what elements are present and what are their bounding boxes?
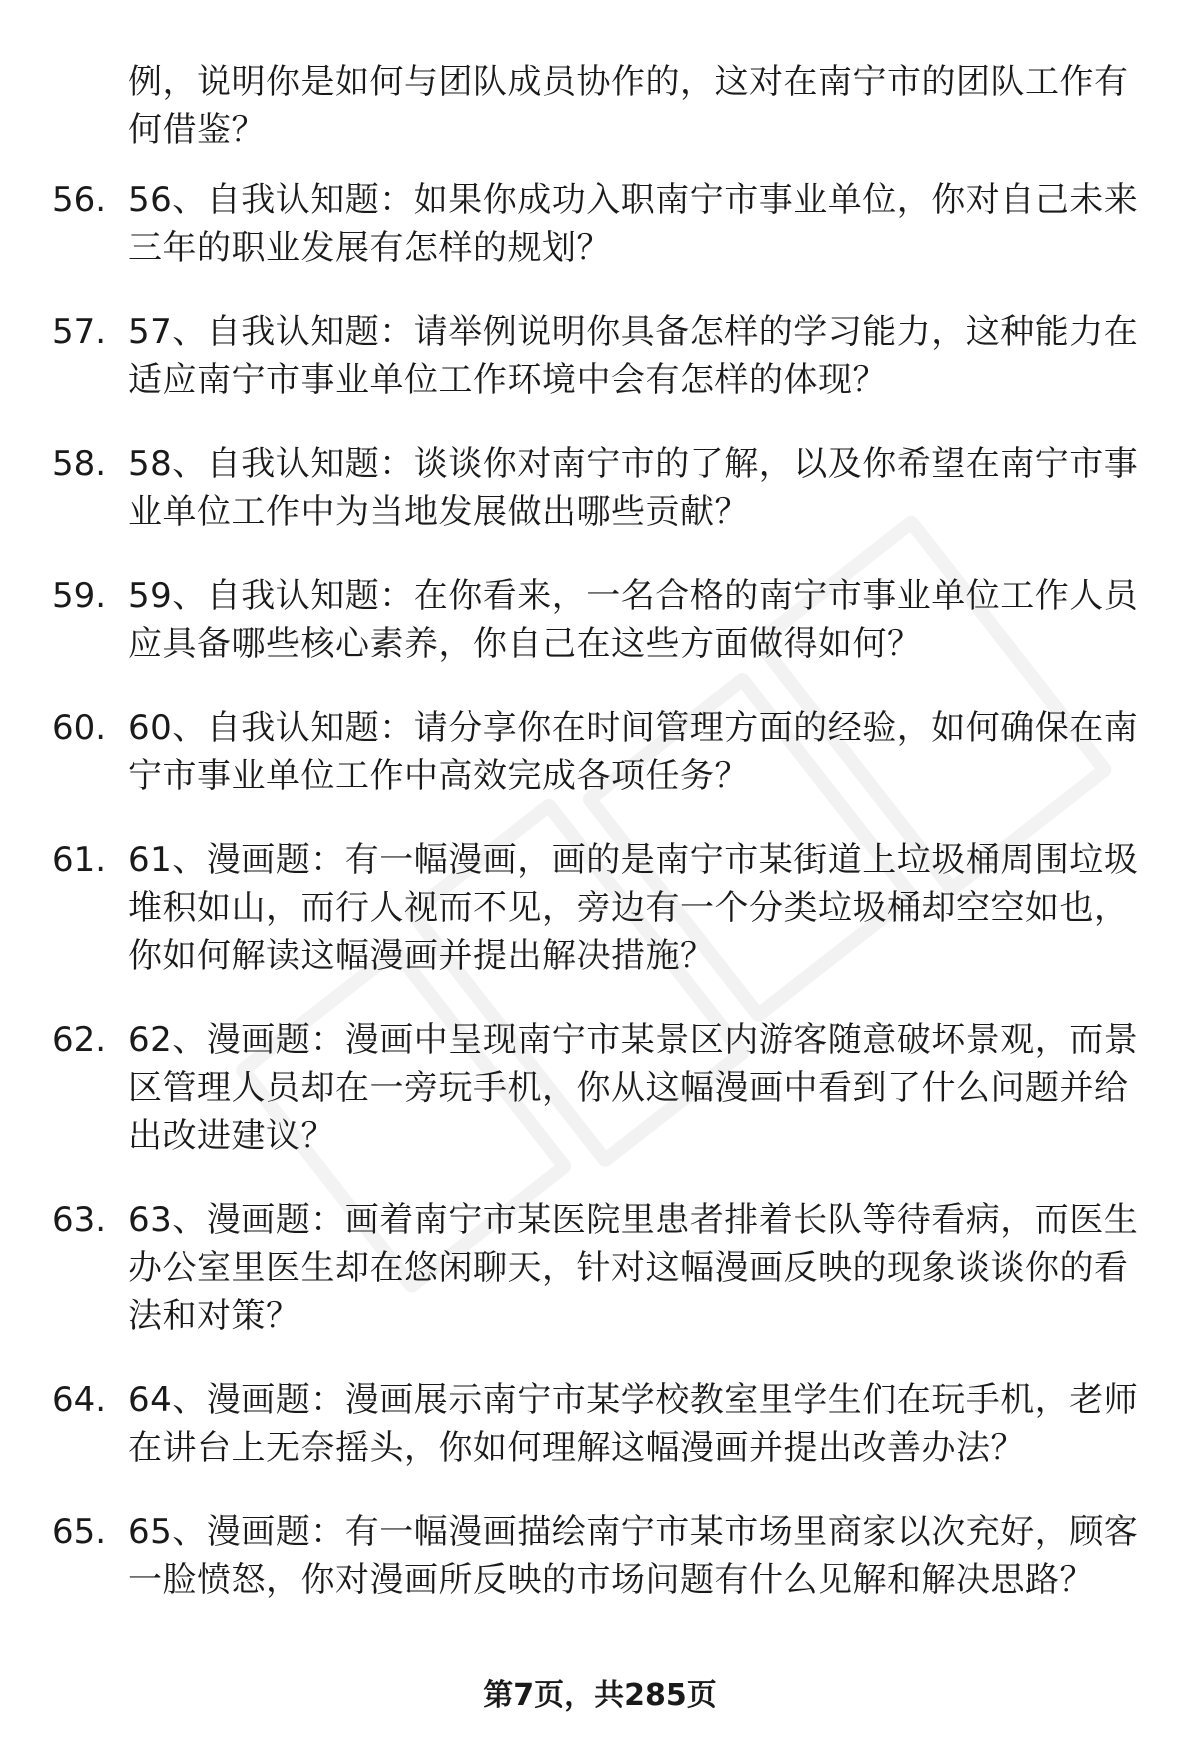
list-item-number: 63.: [52, 1200, 107, 1240]
continuation-text: 例，说明你是如何与团队成员协作的，这对在南宁市的团队工作有何借鉴？: [128, 62, 1129, 150]
list-item: [0, 1016, 1200, 1160]
list-item-text: 61、漫画题：有一幅漫画，画的是南宁市某街道上垃圾桶周围垃圾堆积如山，而行人视而不见，旁边有一个分类垃圾桶却空空如也，你如何解读这幅漫画并提出解决措施？: [128, 840, 1139, 976]
list-item-text: 63、漫画题：画着南宁市某医院里患者排着长队等待看病，而医生办公室里医生却在悠闲聊天，针对这幅漫画反映的现象谈谈你的看法和对策？: [128, 1200, 1139, 1336]
list-item-text: 56、自我认知题：如果你成功入职南宁市事业单位，你对自己未来三年的职业发展有怎样的规划？: [128, 180, 1139, 268]
list-item-number: 64.: [52, 1380, 107, 1420]
list-item-text: 57、自我认知题：请举例说明你具备怎样的学习能力，这种能力在适应南宁市事业单位工作环境中会有怎样的体现？: [128, 312, 1139, 400]
list-item: [0, 176, 1200, 272]
list-item-number: 58.: [52, 444, 107, 484]
list-item-text: 58、自我认知题：谈谈你对南宁市的了解，以及你希望在南宁市事业单位工作中为当地发展做出哪些贡献？: [128, 444, 1139, 532]
list-item: [0, 1376, 1200, 1472]
list-item: [0, 440, 1200, 536]
list-item-number: 59.: [52, 576, 107, 616]
list-item: [0, 308, 1200, 404]
list-item: [0, 836, 1200, 980]
list-item-text: 62、漫画题：漫画中呈现南宁市某景区内游客随意破坏景观，而景区管理人员却在一旁玩手机，你从这幅漫画中看到了什么问题并给出改进建议？: [128, 1020, 1139, 1156]
list-item-text: 64、漫画题：漫画展示南宁市某学校教室里学生们在玩手机，老师在讲台上无奈摇头，你如何理解这幅漫画并提出改善办法？: [128, 1380, 1139, 1468]
list-item-text: 65、漫画题：有一幅漫画描绘南宁市某市场里商家以次充好，顾客一脸愤怒，你对漫画所反映的市场问题有什么见解和解决思路？: [128, 1512, 1139, 1600]
list-item-number: 65.: [52, 1512, 107, 1552]
list-item-number: 56.: [52, 180, 107, 220]
list-item-text: 60、自我认知题：请分享你在时间管理方面的经验，如何确保在南宁市事业单位工作中高效完成各项任务？: [128, 708, 1139, 796]
list-item: [0, 704, 1200, 800]
page-footer: 第7页，共285页: [483, 1678, 717, 1713]
question-list: [0, 176, 1200, 1640]
list-item-text: 59、自我认知题：在你看来，一名合格的南宁市事业单位工作人员应具备哪些核心素养，你自己在这些方面做得如何？: [128, 576, 1139, 664]
list-item-number: 62.: [52, 1020, 107, 1060]
list-item: [0, 1196, 1200, 1340]
list-item-number: 61.: [52, 840, 107, 880]
list-item-number: 60.: [52, 708, 107, 748]
list-item: [0, 1508, 1200, 1604]
list-item: [0, 572, 1200, 668]
list-item-number: 57.: [52, 312, 107, 352]
